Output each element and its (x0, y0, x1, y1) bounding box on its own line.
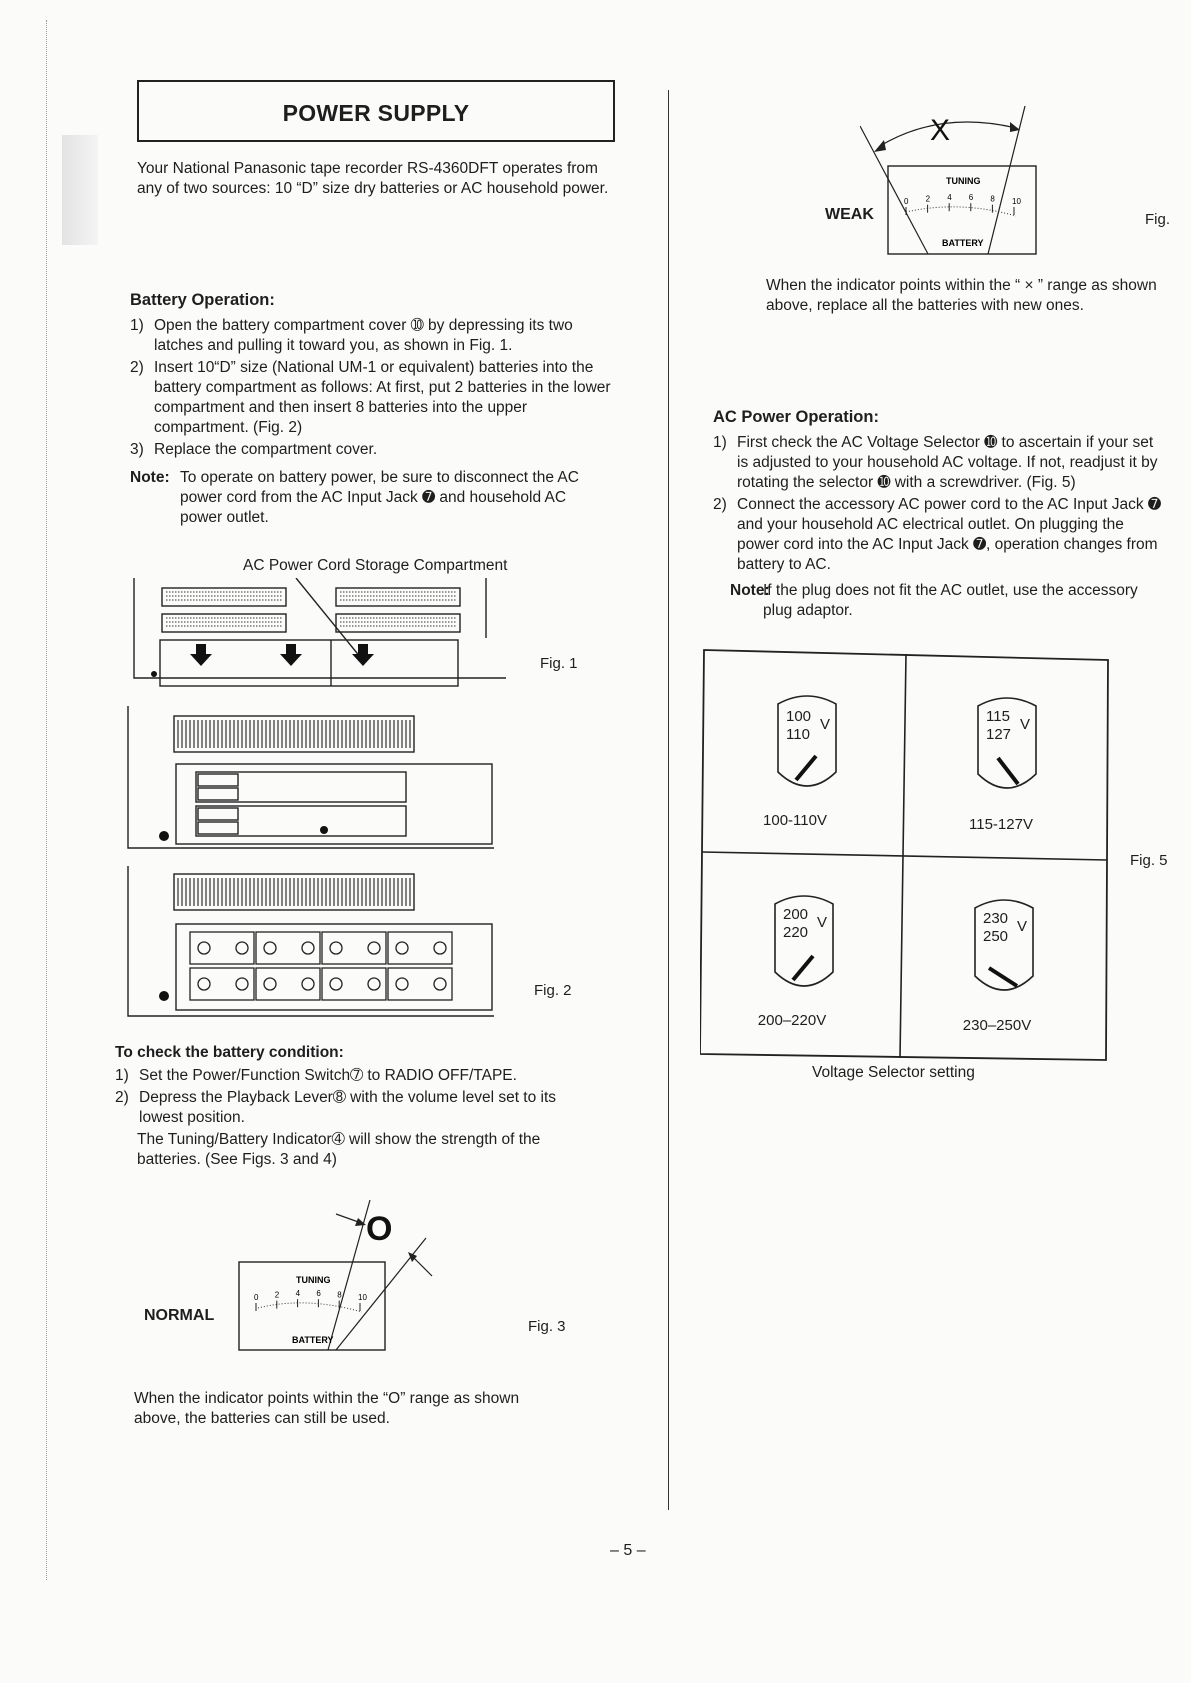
step-number: 1) (115, 1067, 129, 1084)
scale-label: 2 (925, 194, 931, 204)
fig1-label: Fig. 1 (540, 655, 578, 672)
scale-label: 8 (337, 1290, 342, 1300)
step-text: Replace the compartment cover. (154, 441, 378, 458)
battery-section (130, 290, 612, 528)
fig3-state-label: NORMAL (144, 1307, 215, 1324)
dial-voltage (986, 708, 1011, 744)
voltage-setting-label: 200–220V (757, 1012, 827, 1029)
fig3-scale (254, 1289, 367, 1311)
dial-voltage (983, 910, 1008, 946)
battery-step (130, 440, 612, 460)
note-text: If the plug does not fit the AC outlet, use the accessory plug adaptor. (763, 582, 1138, 619)
voltage-setting-label: 115-127V (969, 816, 1033, 833)
dial-voltage (786, 708, 811, 744)
fig3-label: Fig. 3 (528, 1318, 566, 1335)
selector-dial (972, 690, 1042, 800)
check-steps (115, 1066, 595, 1128)
fig4-state-label: WEAK (825, 206, 874, 223)
scale-label: 0 (254, 1293, 259, 1302)
fig2-label: Fig. 2 (534, 982, 572, 999)
scale-label: 10 (358, 1293, 367, 1302)
fig3-meter-bottom: BATTERY (292, 1335, 334, 1345)
scale-label: 6 (316, 1289, 321, 1299)
check-step (115, 1066, 595, 1086)
voltage-unit: V (820, 716, 831, 733)
voltage-bottom: 127 (986, 726, 1012, 743)
step-number: 1) (713, 434, 727, 451)
scale-label: 2 (274, 1290, 280, 1300)
fig2-illustration (124, 706, 504, 1024)
step-number: 2) (115, 1089, 129, 1106)
selector-dial (969, 892, 1039, 1002)
fig4-marker: X (930, 114, 951, 147)
step-text: Set the Power/Function Switch➆ to RADIO OFF/TAPE. (139, 1067, 517, 1084)
scan-margin-line (46, 20, 47, 1580)
fig4-meter-bottom: BATTERY (942, 238, 984, 248)
check-heading: To check the battery condition: (115, 1044, 344, 1061)
voltage-unit: V (1020, 716, 1031, 733)
scale-label: 10 (1012, 197, 1021, 206)
fig4-scale (904, 193, 1021, 215)
fig5-label: Fig. 5 (1130, 852, 1168, 869)
scale-label: 4 (295, 1289, 301, 1299)
step-number: 3) (130, 441, 144, 458)
scale-label: 4 (947, 193, 952, 203)
step-text: Insert 10“D” size (National UM-1 or equivalent) batteries into the battery compartment as follows: At first, put 2 batteries in the lower compartment and then insert 8 batteries into the upper compartment. (Fig. 2) (154, 359, 611, 436)
voltage-cell (958, 690, 1058, 830)
fig4-meter (860, 100, 1040, 260)
battery-steps (130, 316, 612, 460)
voltage-bottom: 110 (786, 726, 810, 743)
voltage-cell (758, 688, 858, 828)
battery-note (130, 468, 612, 528)
step-text: Open the battery compartment cover ➉ by depressing its two latches and pulling it toward you, as shown in Fig. 1. (154, 317, 573, 354)
scale-label: 0 (904, 197, 909, 206)
voltage-setting-label: 100-110V (763, 812, 827, 829)
voltage-top: 230 (983, 910, 1009, 927)
ac-note (713, 581, 1168, 621)
voltage-bottom: 220 (783, 924, 809, 941)
voltage-cell (955, 892, 1055, 1032)
voltage-bottom: 250 (983, 928, 1009, 945)
voltage-setting-label: 230–250V (962, 1017, 1032, 1034)
note-text: To operate on battery power, be sure to disconnect the AC power cord from the AC Input Jack ➐ and household AC power outlet. (180, 469, 579, 526)
fig1-illustration (126, 578, 506, 688)
voltage-top: 100 (786, 708, 812, 725)
selector-dial (769, 888, 839, 998)
ac-step (713, 433, 1168, 493)
step-text: First check the AC Voltage Selector ➓ to ascertain if your set is adjusted to your household AC voltage. If not, readjust it by rotating the selector ➓ with a screwdriver. (Fig. 5) (737, 434, 1158, 491)
check-section (115, 1043, 595, 1170)
page-title: POWER SUPPLY (282, 100, 470, 126)
scale-label: 8 (990, 194, 995, 204)
scale-label: 6 (968, 193, 974, 203)
voltage-unit: V (817, 914, 828, 931)
step-text: Depress the Playback Lever➇ with the volume level set to its lowest position. (139, 1089, 557, 1126)
fig5-caption: Voltage Selector setting (812, 1064, 975, 1081)
fig4-description: When the indicator points within the “ × ” range as shown above, replace all the batteries with new ones. (766, 277, 1157, 314)
note-label: Note: (130, 469, 170, 486)
step-number: 1) (130, 317, 144, 334)
ac-section (713, 407, 1168, 621)
battery-heading: Battery Operation: (130, 291, 275, 309)
ac-steps (713, 433, 1168, 575)
ac-heading: AC Power Operation: (713, 408, 879, 426)
voltage-cell (755, 888, 855, 1028)
fig3-description: When the indicator points within the “O” range as shown above, the batteries can still be used. (134, 1390, 520, 1427)
dial-voltage (783, 906, 808, 942)
voltage-top: 115 (986, 708, 1010, 725)
fig3-meter (236, 1200, 446, 1360)
check-step (115, 1088, 595, 1128)
fig3-meter-top: TUNING (296, 1275, 331, 1285)
voltage-top: 200 (783, 906, 809, 923)
check-followup: The Tuning/Battery Indicator➃ will show the strength of the batteries. (See Figs. 3 and 4) (137, 1131, 541, 1168)
step-number: 2) (713, 496, 727, 513)
fig4-meter-top: TUNING (946, 176, 981, 186)
ac-step (713, 495, 1168, 575)
voltage-unit: V (1017, 918, 1028, 935)
page-number: – 5 – (610, 1542, 646, 1559)
fig1-caption: AC Power Cord Storage Compartment (243, 557, 508, 574)
step-number: 2) (130, 359, 144, 376)
fig3-marker: O (366, 1210, 393, 1248)
intro-text: Your National Panasonic tape recorder RS-4360DFT operates from any of two sources: 10 “D” size dry batteries or AC household power. (137, 160, 609, 197)
column-divider (668, 90, 669, 1510)
battery-step (130, 358, 612, 438)
note-label: Note: (730, 582, 770, 599)
step-text: Connect the accessory AC power cord to the AC Input Jack ➐ and your household AC electrical outlet. On plugging the power cord into the AC Input Jack ➐, operation changes from battery to AC. (737, 496, 1161, 573)
scan-margin-shade (62, 135, 98, 245)
fig4-label: Fig. (1145, 211, 1171, 228)
title-box (137, 80, 615, 142)
battery-step (130, 316, 612, 356)
